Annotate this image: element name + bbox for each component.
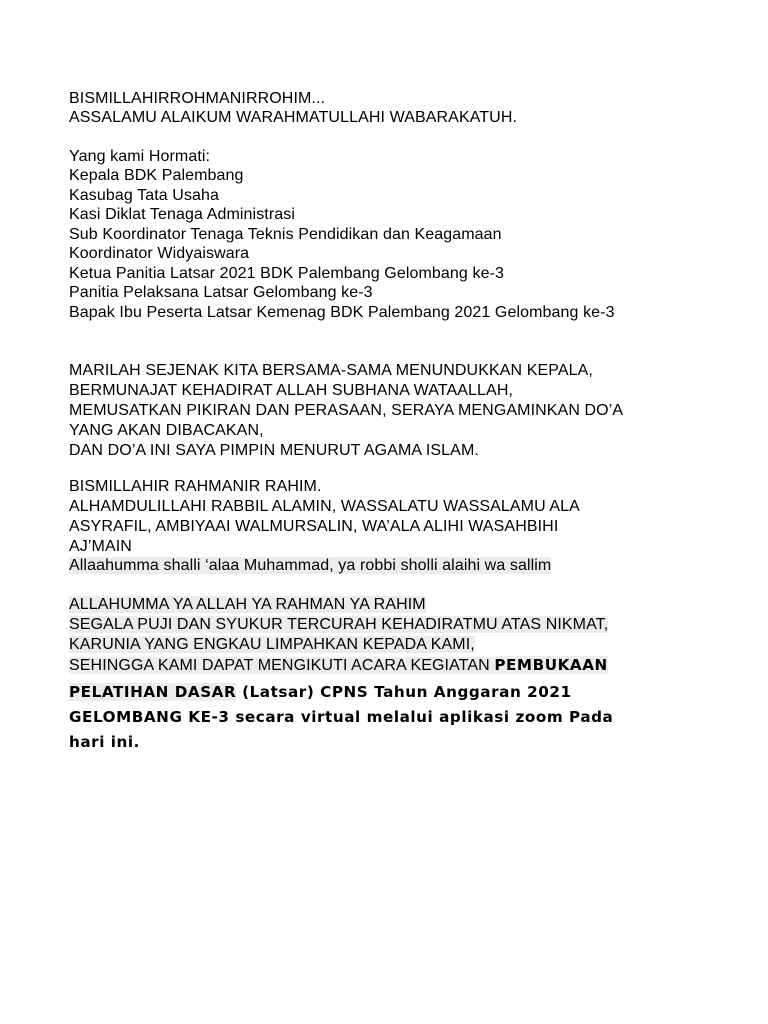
basmalah-line: BISMILLAHIR RAHMANIR RAHIM.	[69, 478, 322, 495]
invitation-line: MEMUSATKAN PIKIRAN DAN PERASAAN, SERAYA MENGAMINKAN DO’A	[69, 402, 624, 419]
honoree-item: Kasi Diklat Tenaga Administrasi	[69, 206, 296, 223]
prayer-line-text: KARUNIA YANG ENGKAU LIMPAHKAN KEPADA KAMI,	[69, 636, 475, 653]
honoree-item: Kepala BDK Palembang	[69, 167, 244, 184]
prayer-emphasis: PELATIHAN DASAR	[69, 683, 237, 701]
prayer-line-text: SEHINGGA KAMI DAPAT MENGIKUTI ACARA KEGIATAN	[69, 657, 495, 674]
invitation-line: MARILAH SEJENAK KITA BERSAMA-SAMA MENUNDUKKAN KEPALA,	[69, 362, 593, 379]
basmalah-line: ALHAMDULILLAHI RABBIL ALAMIN, WASSALATU WASSALAMU ALA	[69, 498, 580, 515]
invitation-line: YANG AKAN DIBACAKAN,	[69, 422, 264, 439]
prayer-line-text: ALLAHUMMA YA ALLAH YA RAHMAN YA RAHIM	[69, 596, 426, 613]
honoree-item: Panitia Pelaksana Latsar Gelombang ke-3	[69, 284, 373, 301]
prayer-line	[69, 656, 608, 675]
prayer-line	[69, 682, 572, 702]
honoree-item: Sub Koordinator Tenaga Teknis Pendidikan dan Keagamaan	[69, 226, 502, 243]
shalawat-text: Allaahumma shalli ‘alaa Muhammad, ya robbi sholli alaihi wa sallim	[69, 557, 552, 574]
invitation-line: BERMUNAJAT KEHADIRAT ALLAH SUBHANA WATAALLAH,	[69, 382, 514, 399]
honoree-item: Kasubag Tata Usaha	[69, 187, 220, 204]
prayer-line	[69, 595, 426, 614]
prayer-line-text: SEGALA PUJI DAN SYUKUR TERCURAH KEHADIRATMU ATAS NIKMAT,	[69, 616, 609, 633]
honorees-heading: Yang kami Hormati:	[69, 148, 211, 165]
opening-bismillah: BISMILLAHIRROHMANIRROHIM...	[69, 90, 326, 107]
honoree-item: Koordinator Widyaiswara	[69, 245, 250, 262]
prayer-line: GELOMBANG KE-3 secara virtual melalui aplikasi zoom Pada	[69, 708, 614, 726]
prayer-line: hari ini.	[69, 733, 140, 751]
prayer-emphasis: PEMBUKAAN	[494, 656, 608, 674]
basmalah-line: AJ’MAIN	[69, 538, 132, 555]
honoree-item: Ketua Panitia Latsar 2021 BDK Palembang Gelombang ke-3	[69, 265, 505, 282]
prayer-line-text: (Latsar) CPNS Tahun Anggaran 2021	[236, 683, 572, 701]
honoree-item: Bapak Ibu Peserta Latsar Kemenag BDK Palembang 2021 Gelombang ke-3	[69, 304, 615, 321]
opening-salam: ASSALAMU ALAIKUM WARAHMATULLAHI WABARAKATUH.	[69, 109, 518, 126]
invitation-line: DAN DO’A INI SAYA PIMPIN MENURUT AGAMA ISLAM.	[69, 442, 479, 459]
prayer-line	[69, 635, 475, 654]
shalawat-line	[69, 556, 551, 575]
prayer-line	[69, 615, 608, 634]
basmalah-line: ASYRAFIL, AMBIYAAI WALMURSALIN, WA’ALA ALIHI WASAHBIHI	[69, 518, 559, 535]
